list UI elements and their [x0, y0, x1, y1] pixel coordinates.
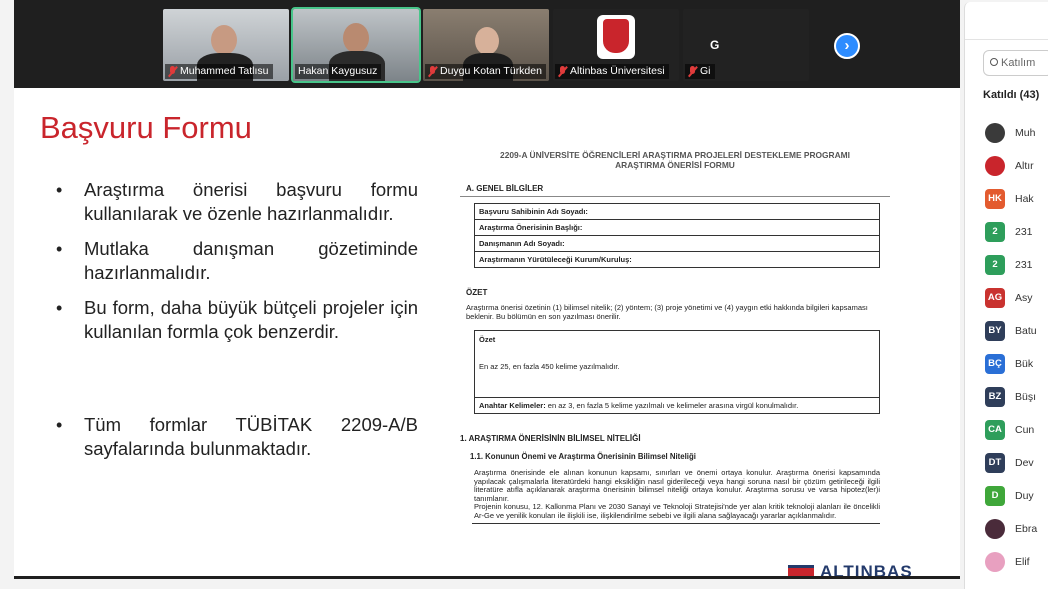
avatar: BÇ [985, 354, 1005, 374]
form-field: Başvuru Sahibinin Adı Soyadı: [475, 204, 880, 220]
form-subheader: ARAŞTIRMA ÖNERİSİ FORMU [615, 160, 735, 170]
divider [472, 523, 880, 524]
bullet-list [54, 178, 418, 355]
panel-header [965, 2, 1048, 40]
person-head [343, 23, 369, 53]
bullet-item: • Mutlaka danışman gözetiminde hazırlanmalıdır. [54, 237, 418, 285]
form-header: 2209-A ÜNİVERSİTE ÖĞRENCİLERİ ARAŞTIRMA PROJELERİ DESTEKLEME PROGRAMI [500, 150, 850, 160]
participant-name: Muh [1015, 126, 1036, 139]
bullet-item: • Bu form, daha büyük bütçeli projeler için kullanılan formla çok benzerdir. [54, 296, 418, 344]
video-tile[interactable] [683, 9, 809, 81]
avatar: BZ [985, 387, 1005, 407]
form-field: Danışmanın Adı Soyadı: [475, 236, 880, 252]
participant-list-item[interactable] [985, 545, 1037, 578]
altinbas-logo: ALTINBAS [788, 562, 913, 576]
participant-list-item[interactable] [985, 347, 1037, 380]
mic-off-icon [688, 66, 697, 77]
participant-name-tag: Duygu Kotan Türkden [425, 64, 546, 79]
slide-title: Başvuru Formu [40, 110, 252, 145]
participant-list-item[interactable] [985, 446, 1037, 479]
keywords-row: Anahtar Kelimeler: en az 3, en fazla 5 kelime yazılmalı ve kelimeler arasına virgül konulmalıdır. [475, 397, 879, 413]
section-1-heading: 1. ARAŞTIRMA ÖNERİSİNİN BİLİMSEL NİTELİĞİ [460, 434, 641, 443]
participant-list-item[interactable] [985, 380, 1037, 413]
participant-list-item[interactable] [985, 479, 1037, 512]
logo-mark-icon [788, 565, 814, 576]
participant-name-tag: Gi [685, 64, 715, 79]
video-tile[interactable] [553, 9, 679, 81]
participant-list-item[interactable] [985, 149, 1037, 182]
section-paragraph: Projenin konusu, 12. Kalkınma Planı ve 2030 Sanayi ve Teknoloji Stratejisi'nde yer alan kritik teknoloji alanları ile öncelikli Ar-Ge ve yenilik konuları ile ilişkili ise, ilişkilendirilme sebebi ve ilgili alana sağlayacağı yararlar açıklanmalıdır. [474, 502, 880, 520]
mic-off-icon [558, 66, 567, 77]
ozet-box-text: En az 25, en fazla 450 kelime yazılmalıdır. [479, 362, 620, 371]
participant-name: Elif [1015, 555, 1030, 568]
participant-name: Cun [1015, 423, 1035, 436]
ozet-heading: ÖZET [466, 288, 488, 297]
participant-list-item[interactable] [985, 512, 1037, 545]
avatar: HK [985, 189, 1005, 209]
video-tile-active-speaker[interactable] [293, 9, 419, 81]
mic-off-icon [168, 66, 177, 77]
participant-name: Ebra [1015, 522, 1038, 535]
participant-name-tag: Altinbas Üniversitesi [555, 64, 669, 79]
avatar: AG [985, 288, 1005, 308]
section-1-1-heading: 1.1. Konunun Önemi ve Araştırma Önerisinin Bilimsel Niteliği [470, 452, 696, 461]
participant-name: Hak [1015, 192, 1034, 205]
avatar: 2 [985, 222, 1005, 242]
avatar [985, 519, 1005, 539]
search-icon [990, 58, 998, 66]
bullet-item: • Araştırma önerisi başvuru formu kullanılarak ve özenle hazırlanmalıdır. [54, 178, 418, 226]
ozet-box [474, 330, 880, 414]
participant-initial: G [710, 38, 720, 52]
participant-list-item[interactable] [985, 248, 1037, 281]
shared-slide [14, 88, 960, 576]
avatar: 2 [985, 255, 1005, 275]
participant-list-item[interactable] [985, 215, 1037, 248]
avatar: DT [985, 453, 1005, 473]
participant-name: Batu [1015, 324, 1037, 337]
participant-list [985, 116, 1037, 578]
participant-name: Asy [1015, 291, 1033, 304]
video-tile[interactable] [423, 9, 549, 81]
form-field: Araştırmanın Yürütüleceği Kurum/Kuruluş: [475, 252, 880, 268]
participant-name: Dev [1015, 456, 1034, 469]
participant-name-tag: Muhammed Tatlısu [165, 64, 273, 79]
form-document-image [460, 150, 890, 524]
form-field: Araştırma Önerisinin Başlığı: [475, 220, 880, 236]
avatar [985, 156, 1005, 176]
participant-name: Bük [1015, 357, 1034, 370]
person-head [475, 27, 499, 55]
participant-list-item[interactable] [985, 116, 1037, 149]
section-paragraph: Araştırma önerisinde ele alınan konunun kapsamı, sınırları ve önemi ortaya konulur. Araştırma önerisi kapsamında yapılacak çalışmalarla literatürdeki hangi eksikliğin nasıl giderileceği veya hangi soruna nasıl bir çözüm getirileceği ilgili literatüre atıfla açıklanarak araştırma önerisinin bilimsel niteliği ortaya konulur. Araştırma sorusu ve varsa hipotez(ler)i tanımlanır. [474, 468, 880, 503]
avatar: CA [985, 420, 1005, 440]
participant-name: Altır [1015, 159, 1034, 172]
joined-count-label: Katıldı (43) [983, 89, 1040, 101]
avatar [985, 123, 1005, 143]
participant-name: Büşı [1015, 390, 1037, 403]
participant-name: Duy [1015, 489, 1034, 502]
avatar: D [985, 486, 1005, 506]
general-info-table [474, 203, 880, 268]
video-strip [14, 0, 960, 88]
divider [460, 196, 890, 197]
participant-list-item[interactable] [985, 182, 1037, 215]
avatar [985, 552, 1005, 572]
participant-name-tag: Hakan Kaygusuz [295, 64, 381, 79]
person-head [211, 25, 237, 55]
avatar: BY [985, 321, 1005, 341]
participant-list-item[interactable] [985, 314, 1037, 347]
participant-name: 231 [1015, 225, 1033, 238]
mic-off-icon [428, 66, 437, 77]
participant-list-item[interactable] [985, 413, 1037, 446]
bullet-item: • Tüm formlar TÜBİTAK 2209-A/B sayfalarında bulunmaktadır. [54, 413, 418, 461]
chevron-right-icon[interactable]: › [834, 33, 860, 59]
slide-bottom-border [14, 576, 960, 579]
participants-panel [964, 2, 1048, 589]
participant-search-input[interactable]: Katılım [983, 50, 1048, 76]
university-logo-icon [597, 15, 635, 59]
ozet-box-title: Özet [479, 335, 496, 344]
video-tile[interactable] [163, 9, 289, 81]
ozet-description: Araştırma önerisi özetinin (1) bilimsel nitelik; (2) yöntem; (3) proje yönetimi ve (4) yaygın etki hakkında bilgileri kapsaması beklenir. Bu bölümün en son yazılması önerilir. [466, 303, 868, 321]
participant-name: 231 [1015, 258, 1033, 271]
form-section-a: A. GENEL BİLGİLER [466, 184, 544, 193]
participant-list-item[interactable] [985, 281, 1037, 314]
